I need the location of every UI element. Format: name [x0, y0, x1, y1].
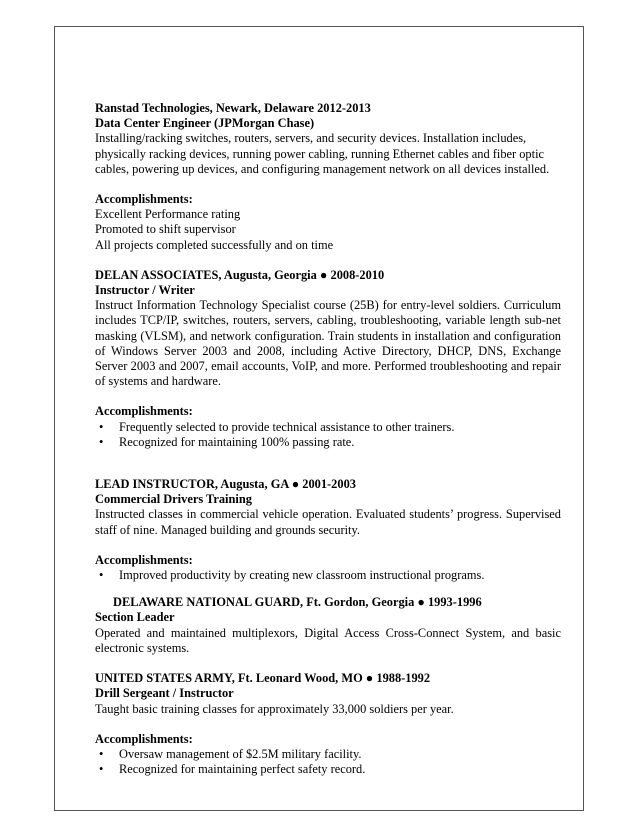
accomplishments-label: Accomplishments:: [95, 552, 193, 567]
job-description: Instruct Information Technology Specialist course (25B) for entry-level soldiers. Curriculum includes TCP/IP, switches, routers, servers, cabling, troubleshooting, variable length sub-net masking (VLSM), and network configuration. Train students in installation and configuration of Windows Server 2003 and 2008, including Active Directory, DHCP, DNS, Exchange Server 2003 and 2007, email accounts, VoIP, and more. Performed troubleshooting and repair of systems and hardware.: [95, 298, 561, 389]
job-lead-instructor: [95, 477, 561, 583]
list-item: • Recognized for maintaining 100% passing rate.: [99, 434, 355, 449]
resume-content: [95, 101, 561, 777]
job-heading: Ranstad Technologies, Newark, Delaware 2012-2013: [95, 101, 371, 115]
list-item: • Oversaw management of $2.5M military facility.: [99, 746, 362, 761]
bullet-icon: •: [99, 746, 104, 761]
job-description-line: physically racking devices, running power cabling, running Ethernet cables and fiber optic: [95, 146, 545, 161]
accomplishment-line: Promoted to shift supervisor: [95, 222, 236, 237]
accomplishments-label: Accomplishments:: [95, 404, 193, 419]
accomplishment-line: All projects completed successfully and on time: [95, 237, 334, 252]
job-title: Commercial Drivers Training: [95, 492, 252, 507]
job-description-line: Installing/racking switches, routers, servers, and security devices. Installation includes,: [95, 131, 527, 146]
job-title: Data Center Engineer (JPMorgan Chase): [95, 116, 315, 131]
job-us-army: [95, 671, 561, 777]
accomplishment-list: [95, 747, 561, 777]
accomplishments-label: Accomplishments:: [95, 731, 193, 746]
job-description: Taught basic training classes for approximately 33,000 soldiers per year.: [95, 701, 454, 716]
job-heading: UNITED STATES ARMY, Ft. Leonard Wood, MO ● 1988-1992: [95, 671, 431, 686]
job-heading: LEAD INSTRUCTOR, Augusta, GA ● 2001-2003: [95, 477, 356, 492]
job-title: Section Leader: [95, 610, 175, 625]
job-national-guard: [95, 595, 561, 656]
accomplishment-list: [95, 568, 561, 583]
job-title: Instructor / Writer: [95, 283, 195, 298]
job-description: Instructed classes in commercial vehicle operation. Evaluated students’ progress. Supervised staff of nine. Managed building and grounds security.: [95, 507, 561, 537]
accomplishments-label: Accomplishments:: [95, 192, 193, 207]
job-title: Drill Sergeant / Instructor: [95, 686, 234, 701]
list-item: • Recognized for maintaining perfect safety record.: [99, 762, 366, 777]
bullet-icon: •: [99, 568, 104, 583]
job-description-line: cables, powering up devices, and configuring management network on all devices installed.: [95, 161, 550, 176]
list-item: • Improved productivity by creating new classroom instructional programs.: [99, 568, 485, 583]
job-heading: DELAWARE NATIONAL GUARD, Ft. Gordon, Georgia ● 1993-1996: [113, 595, 482, 610]
job-description: Operated and maintained multiplexors, Digital Access Cross-Connect System, and basic electronic systems.: [95, 625, 561, 655]
job-ranstad: [95, 101, 561, 253]
bullet-icon: •: [99, 419, 104, 434]
list-item: • Frequently selected to provide technical assistance to other trainers.: [99, 419, 455, 434]
job-heading: DELAN ASSOCIATES, Augusta, Georgia ● 2008-2010: [95, 267, 385, 282]
accomplishment-list: [95, 420, 561, 450]
bullet-icon: •: [99, 762, 104, 777]
job-delan: [95, 268, 561, 450]
bullet-icon: •: [99, 434, 104, 449]
accomplishment-line: Excellent Performance rating: [95, 207, 241, 222]
